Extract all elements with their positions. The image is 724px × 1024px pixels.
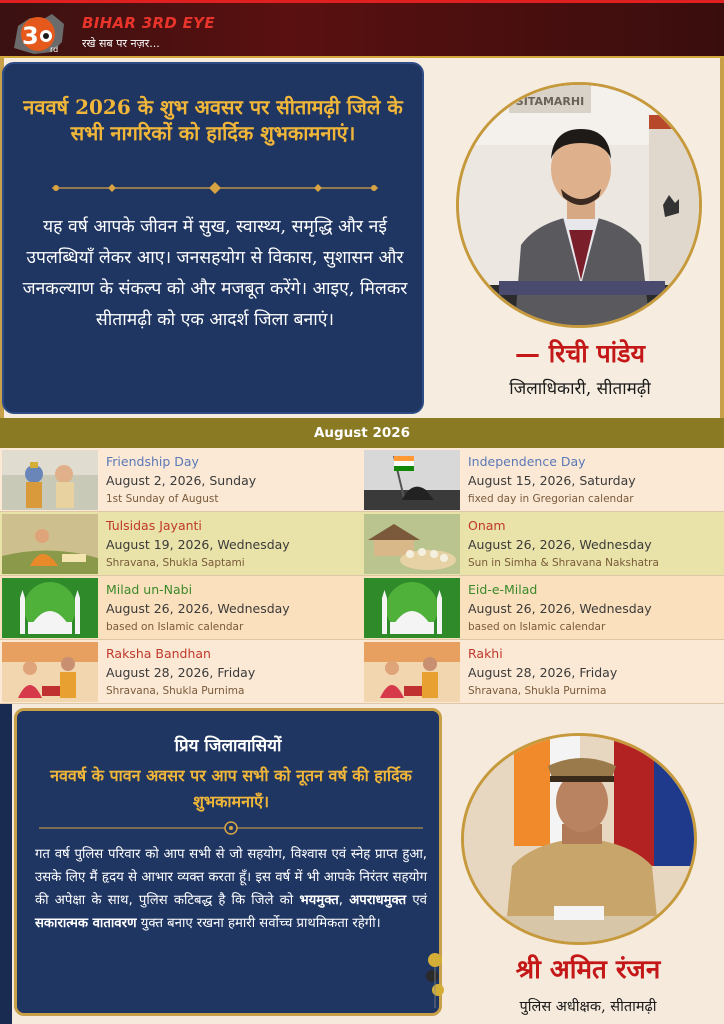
event-note: based on Islamic calendar — [106, 621, 244, 633]
tulsidas-image — [2, 514, 98, 574]
event-date: August 28, 2026, Friday — [106, 665, 256, 680]
calendar-event[interactable] — [362, 640, 724, 704]
rakhi-image — [2, 642, 98, 702]
dm-greeting-title: नववर्ष 2026 के शुभ अवसर पर सीतामढ़ी जिले के सभी नागरिकों को हार्दिक शुभकामनाएं। — [23, 95, 403, 145]
sp-greeting-heading: प्रिय जिलावासियों — [174, 736, 282, 756]
calendar-event[interactable] — [0, 512, 362, 576]
dm-photo-image — [459, 85, 702, 328]
emphasis-text: अपराधमुक्त — [349, 893, 407, 908]
event-note: 1st Sunday of August — [106, 493, 219, 505]
calendar-event[interactable] — [0, 640, 362, 704]
onam-feast-image — [364, 514, 460, 574]
event-date: August 26, 2026, Wednesday — [468, 537, 652, 552]
calendar-month-title: August 2026 — [0, 418, 724, 448]
emphasis-text: भयमुक्त — [299, 893, 339, 908]
mosque-image — [2, 578, 98, 638]
bihar-3rd-eye-logo — [8, 8, 70, 58]
dm-portrait — [456, 82, 702, 328]
event-name: Raksha Bandhan — [106, 646, 211, 661]
krishna-sudama-image — [2, 450, 98, 510]
sp-portrait — [461, 733, 697, 945]
sp-greeting-subheading: नववर्ष के पावन अवसर पर आप सभी को नूतन वर्ष की हार्दिक शुभकामनाएँ। — [50, 766, 412, 811]
sp-photo-image — [464, 736, 697, 945]
event-note: fixed day in Gregorian calendar — [468, 493, 634, 505]
calendar-event[interactable] — [362, 448, 724, 512]
event-note: Shravana, Shukla Saptami — [106, 557, 245, 569]
event-name: Milad un-Nabi — [106, 582, 193, 597]
calendar-event[interactable] — [0, 448, 362, 512]
event-note: Shravana, Shukla Purnima — [468, 685, 607, 697]
mosque-image — [364, 578, 460, 638]
svg-text:3: 3 — [22, 22, 39, 50]
side-strip — [0, 704, 12, 1024]
rakhi-image — [364, 642, 460, 702]
sp-greeting-body: गत वर्ष पुलिस परिवार को आप सभी से जो सहयोग, विश्वास एवं स्नेह प्राप्त हुआ, उसके लिए मैं हृदय से आभार व्यक्त करता हूँ। इस वर्ष में भी आपके निरंतर सहयोग की अपेक्षा के साथ, पुलिस कटिबद्ध है कि जिले को भयमुक्त, अपराधमुक्त एवं सकारात्मक वातावरण युक्त बनाए रखना हमारी सर्वोच्च प्राथमिकता रहेगी। — [35, 847, 427, 931]
balloon-decoration — [424, 950, 446, 1010]
ornament-divider — [39, 821, 423, 835]
event-date: August 19, 2026, Wednesday — [106, 537, 290, 552]
event-date: August 26, 2026, Wednesday — [106, 601, 290, 616]
event-name: Eid-e-Milad — [468, 582, 538, 597]
dm-greeting-body: यह वर्ष आपके जीवन में सुख, स्वास्थ्य, समृद्धि और नई उपलब्धियाँ लेकर आए। जनसहयोग से विकास, सुशासन और जनकल्याण के संकल्प को और मजबूत करेंगे। आइए, मिलकर सीतामढ़ी को एक आदर्श जिला बनाएं। — [22, 217, 408, 330]
calendar-event[interactable] — [0, 576, 362, 640]
site-header — [0, 0, 724, 58]
sp-designation: पुलिस अधीक्षक, सीतामढ़ी — [519, 999, 657, 1015]
event-note: Shravana, Shukla Purnima — [106, 685, 245, 697]
brand-name: BIHAR 3RD EYE — [82, 14, 215, 32]
calendar-event[interactable] — [362, 512, 724, 576]
calendar-event[interactable] — [362, 576, 724, 640]
event-note: based on Islamic calendar — [468, 621, 606, 633]
calendar-events — [0, 448, 724, 704]
gold-border — [720, 58, 724, 418]
event-date: August 2, 2026, Sunday — [106, 473, 257, 488]
event-name: Friendship Day — [106, 454, 199, 469]
svg-text:rd: rd — [50, 45, 59, 54]
event-date: August 28, 2026, Friday — [468, 665, 618, 680]
event-name: Tulsidas Jayanti — [106, 518, 202, 533]
ornament-divider — [52, 182, 378, 194]
event-date: August 26, 2026, Wednesday — [468, 601, 652, 616]
event-date: August 15, 2026, Saturday — [468, 473, 636, 488]
brand-tagline: रखे सब पर नज़र... — [82, 37, 160, 50]
sp-greeting-card — [14, 708, 442, 1016]
event-name: Independence Day — [468, 454, 586, 469]
event-note: Sun in Simha & Shravana Nakshatra — [468, 557, 659, 569]
dm-greeting-card — [2, 62, 424, 414]
dm-designation: जिलाधिकारी, सीतामढ़ी — [509, 379, 651, 399]
flag-raising-image — [364, 450, 460, 510]
event-name: Onam — [468, 518, 506, 533]
event-name: Rakhi — [468, 646, 503, 661]
svg-text:SITAMARHI: SITAMARHI — [515, 95, 585, 108]
dm-name: — रिची पांडेय — [514, 339, 645, 368]
sp-name: श्री अमित रंजन — [515, 955, 661, 985]
emphasis-text: सकारात्मक वातावरण — [35, 916, 137, 931]
